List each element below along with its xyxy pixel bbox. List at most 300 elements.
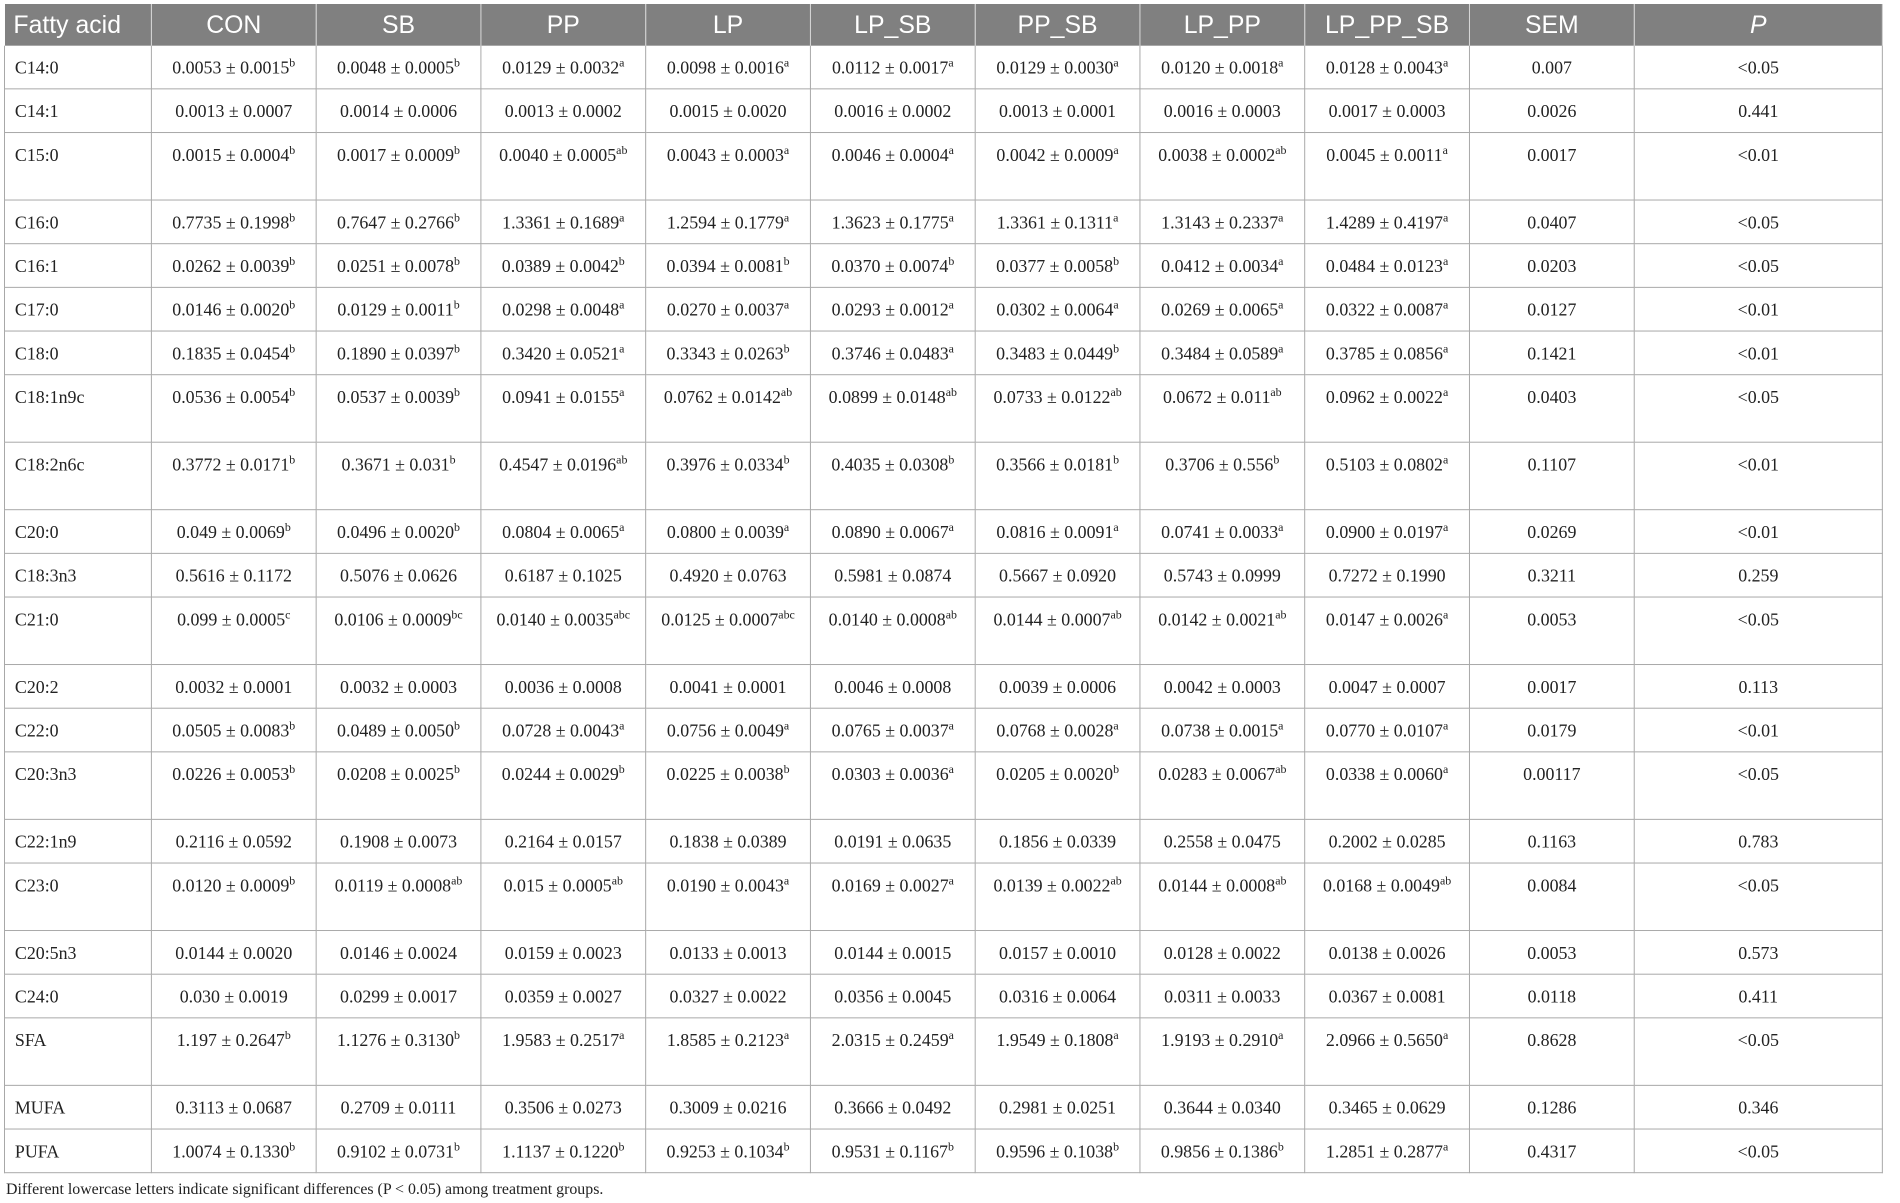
significance-letter: b [454, 341, 461, 356]
cell-value: 0.0045 ± 0.0011 [1326, 144, 1443, 165]
cell-value: 0.0039 ± 0.0006 [999, 676, 1117, 697]
significance-letter: b [1113, 1139, 1120, 1154]
table-cell [1305, 863, 1470, 930]
cell-value: 0.0316 ± 0.0064 [999, 986, 1117, 1007]
cell-value: 0.3666 ± 0.0492 [834, 1097, 952, 1118]
significance-letter: b [289, 55, 296, 70]
table-cell [1305, 553, 1470, 597]
table-cell [1140, 331, 1305, 375]
cell-value: 0.9253 ± 0.1034 [666, 1141, 784, 1162]
row-label: C20:5n3 [4, 931, 151, 975]
cell-value: 0.0053 [1527, 609, 1577, 630]
cell-value: 0.0728 ± 0.0043 [502, 720, 620, 741]
cell-value: 1.1137 ± 0.1220 [502, 1141, 619, 1162]
cell-value: 0.0367 ± 0.0081 [1328, 986, 1446, 1007]
table-cell [316, 931, 481, 975]
cell-value: 2.0966 ± 0.5650 [1325, 1030, 1443, 1051]
cell-value: 0.0048 ± 0.0005 [337, 57, 455, 78]
cell-value: 1.3361 ± 0.1311 [996, 212, 1114, 233]
table-cell [975, 863, 1140, 930]
significance-letter: a [948, 142, 954, 157]
significance-letter: a [1442, 142, 1448, 157]
cell-value: 0.0293 ± 0.0012 [831, 299, 949, 320]
significance-letter: ab [1275, 607, 1287, 622]
cell-value: 0.0890 ± 0.0067 [831, 522, 949, 542]
cell-value: 0.0672 ± 0.011 [1162, 387, 1271, 407]
significance-letter: a [783, 873, 790, 888]
table-cell [1469, 331, 1634, 375]
table-cell [316, 1085, 481, 1129]
significance-letter: b [454, 520, 461, 535]
cell-value: 0.0191 ± 0.0635 [834, 831, 952, 852]
significance-letter: ab [945, 607, 957, 622]
table-cell [1305, 1018, 1470, 1085]
significance-letter: b [454, 385, 461, 400]
cell-value: 0.3506 ± 0.0273 [504, 1097, 622, 1118]
cell-value: 0.0389 ± 0.0042 [501, 256, 619, 276]
cell-value: 0.0303 ± 0.0036 [831, 764, 949, 785]
table-cell [1469, 287, 1634, 331]
cell-value: <0.05 [1737, 609, 1779, 630]
table-cell [481, 752, 646, 819]
table-cell [1305, 665, 1470, 709]
cell-value: 0.0359 ± 0.0027 [504, 986, 622, 1007]
table-cell [1140, 133, 1305, 200]
significance-letter: a [783, 1028, 790, 1043]
cell-value: 0.0179 [1527, 720, 1577, 741]
significance-letter: a [619, 520, 625, 535]
significance-letter: b [454, 142, 461, 157]
table-cell [810, 819, 975, 863]
table-cell [646, 1085, 811, 1129]
cell-value: 0.3465 ± 0.0629 [1328, 1097, 1446, 1118]
significance-letter: a [1442, 762, 1449, 777]
cell-value: 0.5743 ± 0.0999 [1163, 565, 1281, 586]
cell-value: 0.0129 ± 0.0011 [337, 299, 454, 320]
table-cell [151, 665, 316, 709]
significance-letter: b [453, 297, 460, 312]
table-cell [975, 287, 1140, 331]
cell-value: 0.0407 [1527, 212, 1577, 233]
cell-value: 0.1856 ± 0.0339 [999, 831, 1117, 852]
table-cell [1634, 931, 1882, 975]
significance-letter: b [454, 55, 461, 70]
row-label: C18:3n3 [4, 553, 151, 597]
table-cell [316, 375, 481, 442]
table-cell [481, 1129, 646, 1173]
significance-letter: b [449, 452, 456, 467]
cell-value: 1.9549 ± 0.1808 [996, 1030, 1114, 1051]
table-cell [151, 244, 316, 288]
table-cell [1469, 752, 1634, 819]
cell-value: <0.01 [1737, 454, 1779, 475]
cell-value: 0.0270 ± 0.0037 [666, 299, 784, 320]
table-cell [151, 708, 316, 752]
significance-letter: a [1442, 55, 1449, 70]
cell-value: 0.0225 ± 0.0038 [666, 764, 784, 785]
row-label: C15:0 [4, 133, 151, 200]
table-cell [975, 708, 1140, 752]
table-cell [646, 200, 811, 244]
table-cell [1469, 708, 1634, 752]
cell-value: 0.0140 ± 0.0035 [496, 609, 614, 630]
table-cell [646, 931, 811, 975]
significance-letter: ab [1275, 873, 1287, 888]
table-cell [1305, 974, 1470, 1018]
cell-value: 0.0298 ± 0.0048 [502, 299, 620, 320]
cell-value: 0.0013 ± 0.0001 [999, 101, 1117, 122]
table-cell [1469, 46, 1634, 89]
cell-value: 0.0168 ± 0.0049 [1322, 875, 1440, 896]
table-cell [810, 287, 975, 331]
table-row [4, 752, 1882, 819]
cell-value: 0.0047 ± 0.0007 [1328, 676, 1446, 697]
significance-letter: a [1278, 210, 1284, 225]
table-cell [316, 1129, 481, 1173]
table-row [4, 1085, 1882, 1129]
significance-letter: a [948, 341, 954, 356]
cell-value: 0.0299 ± 0.0017 [340, 986, 458, 1007]
table-cell [1634, 133, 1882, 200]
cell-value: <0.05 [1737, 764, 1779, 785]
cell-value: 0.0269 [1527, 522, 1577, 542]
table-cell [316, 974, 481, 1018]
significance-letter: ab [1275, 142, 1287, 157]
table-cell [1634, 510, 1882, 554]
table-cell [975, 553, 1140, 597]
table-cell [975, 331, 1140, 375]
significance-letter: ab [1110, 385, 1122, 400]
table-cell [1305, 708, 1470, 752]
significance-letter: a [1442, 210, 1449, 225]
table-cell [1140, 442, 1305, 509]
row-label: MUFA [4, 1085, 151, 1129]
table-cell [316, 244, 481, 288]
significance-letter: a [619, 341, 625, 356]
table-cell [316, 200, 481, 244]
significance-letter: a [1442, 718, 1449, 733]
significance-letter: a [948, 762, 954, 777]
table-cell [1140, 46, 1305, 89]
table-cell [1305, 331, 1470, 375]
table-row [4, 46, 1882, 89]
table-row [4, 375, 1882, 442]
cell-value: 0.1838 ± 0.0389 [669, 831, 787, 852]
cell-value: 1.2594 ± 0.1779 [666, 212, 784, 233]
cell-value: 0.0157 ± 0.0010 [999, 942, 1117, 963]
cell-value: 0.4317 [1527, 1141, 1577, 1162]
header-lp-pp-sb: LP_PP_SB [1305, 4, 1470, 46]
significance-letter: a [1278, 55, 1284, 70]
significance-letter: b [289, 297, 296, 312]
table-cell [975, 89, 1140, 133]
table-cell [316, 819, 481, 863]
table-cell [316, 46, 481, 89]
header-lp-pp: LP_PP [1140, 4, 1305, 46]
table-cell [1305, 597, 1470, 664]
table-cell [1469, 931, 1634, 975]
table-cell [316, 665, 481, 709]
table-cell [810, 597, 975, 664]
cell-value: 0.0962 ± 0.0022 [1325, 387, 1443, 407]
cell-value: 0.0098 ± 0.0016 [666, 57, 784, 78]
significance-letter: a [1278, 520, 1284, 535]
significance-letter: b [783, 341, 790, 356]
cell-value: 0.0505 ± 0.0083 [172, 720, 290, 741]
significance-letter: ab [945, 385, 957, 400]
table-cell [810, 133, 975, 200]
significance-letter: a [1442, 607, 1449, 622]
cell-value: 0.0741 ± 0.0033 [1161, 522, 1279, 542]
cell-value: 0.0496 ± 0.0020 [337, 522, 455, 542]
table-cell [1305, 89, 1470, 133]
row-label: C20:3n3 [4, 752, 151, 819]
significance-letter: b [948, 254, 955, 269]
header-pp-sb: PP_SB [975, 4, 1140, 46]
table-cell [1634, 287, 1882, 331]
table-cell [646, 46, 811, 89]
cell-value: 0.0127 [1527, 299, 1577, 320]
header-con: CON [151, 4, 316, 46]
table-cell [646, 974, 811, 1018]
table-cell [1305, 752, 1470, 819]
cell-value: <0.01 [1737, 343, 1779, 364]
significance-letter: a [619, 385, 625, 400]
table-row [4, 665, 1882, 709]
cell-value: 0.3746 ± 0.0483 [831, 343, 949, 364]
table-cell [1305, 200, 1470, 244]
cell-value: 0.5616 ± 0.1172 [175, 565, 292, 586]
row-label: C18:2n6c [4, 442, 151, 509]
significance-letter: a [783, 718, 790, 733]
cell-value: <0.05 [1737, 57, 1779, 78]
table-cell [481, 665, 646, 709]
table-cell [1634, 442, 1882, 509]
cell-value: 0.0941 ± 0.0155 [502, 387, 620, 407]
cell-value: 0.0043 ± 0.0003 [666, 144, 784, 165]
table-cell [646, 133, 811, 200]
table-cell [646, 863, 811, 930]
table-cell [975, 931, 1140, 975]
row-label: C21:0 [4, 597, 151, 664]
cell-value: 0.3420 ± 0.0521 [502, 343, 620, 364]
significance-letter: b [947, 1139, 954, 1154]
significance-letter: b [284, 1028, 291, 1043]
cell-value: 1.0074 ± 0.1330 [172, 1141, 290, 1162]
cell-value: 0.0120 ± 0.0018 [1161, 57, 1279, 78]
cell-value: 0.0203 [1527, 256, 1577, 276]
cell-value: 0.0262 ± 0.0039 [172, 256, 290, 276]
table-cell [316, 510, 481, 554]
significance-letter: a [783, 55, 790, 70]
cell-value: 0.0129 ± 0.0032 [502, 57, 620, 78]
cell-value: 2.0315 ± 0.2459 [831, 1030, 949, 1051]
table-cell [481, 133, 646, 200]
cell-value: 0.573 [1738, 942, 1779, 963]
table-cell [975, 244, 1140, 288]
cell-value: 0.4547 ± 0.0196 [499, 454, 617, 475]
table-cell [1140, 375, 1305, 442]
table-cell [810, 974, 975, 1018]
significance-letter: a [1113, 1028, 1119, 1043]
table-cell [1140, 1129, 1305, 1173]
table-cell [1140, 665, 1305, 709]
cell-value: 0.0370 ± 0.0074 [831, 256, 949, 276]
table-cell [1305, 133, 1470, 200]
cell-value: 0.1890 ± 0.0397 [337, 343, 455, 364]
significance-letter: a [1442, 1139, 1449, 1154]
table-row [4, 89, 1882, 133]
cell-value: 0.2002 ± 0.0285 [1328, 831, 1446, 852]
table-cell [810, 244, 975, 288]
cell-value: 0.4920 ± 0.0763 [669, 565, 787, 586]
cell-value: 0.0804 ± 0.0065 [502, 522, 620, 542]
cell-value: 0.0756 ± 0.0049 [666, 720, 784, 741]
cell-value: 0.1835 ± 0.0454 [172, 343, 290, 364]
cell-value: 0.0119 ± 0.0008 [334, 875, 452, 896]
header-lp: LP [646, 4, 811, 46]
table-cell [316, 331, 481, 375]
table-cell [1469, 553, 1634, 597]
table-cell [810, 89, 975, 133]
table-cell [975, 46, 1140, 89]
significance-letter: ab [616, 142, 628, 157]
significance-letter: a [948, 520, 954, 535]
cell-value: 0.3785 ± 0.0856 [1325, 343, 1443, 364]
table-cell [1140, 819, 1305, 863]
cell-value: 0.9596 ± 0.1038 [996, 1141, 1114, 1162]
table-cell [151, 1085, 316, 1129]
cell-value: 1.1276 ± 0.3130 [337, 1030, 455, 1051]
table-cell [1634, 1085, 1882, 1129]
table-body [4, 46, 1882, 1173]
table-cell [1305, 442, 1470, 509]
significance-letter: a [1442, 297, 1449, 312]
header-pp: PP [481, 4, 646, 46]
table-cell [975, 974, 1140, 1018]
cell-value: 0.0377 ± 0.0058 [996, 256, 1114, 276]
cell-value: 0.7647 ± 0.2766 [337, 212, 455, 233]
cell-value: 0.3671 ± 0.031 [341, 454, 450, 475]
significance-letter: b [284, 520, 291, 535]
significance-letter: a [1442, 254, 1449, 269]
cell-value: 0.0013 ± 0.0007 [175, 101, 293, 122]
significance-letter: ab [1110, 873, 1122, 888]
table-cell [151, 331, 316, 375]
table-cell [316, 133, 481, 200]
cell-value: 0.0015 ± 0.0020 [669, 101, 787, 122]
cell-value: 0.0762 ± 0.0142 [663, 387, 781, 407]
table-cell [151, 752, 316, 819]
cell-value: 0.0146 ± 0.0024 [340, 942, 458, 963]
table-cell [316, 89, 481, 133]
table-cell [1469, 244, 1634, 288]
table-cell [646, 510, 811, 554]
cell-value: 0.5981 ± 0.0874 [834, 565, 952, 586]
table-cell [1305, 1129, 1470, 1173]
significance-letter: bc [451, 607, 463, 622]
table-cell [1634, 375, 1882, 442]
table-cell [151, 200, 316, 244]
table-cell [975, 597, 1140, 664]
cell-value: 0.5076 ± 0.0626 [340, 565, 458, 586]
significance-letter: b [1113, 762, 1120, 777]
table-cell [1469, 510, 1634, 554]
significance-letter: b [1277, 1139, 1284, 1154]
header-lp-sb: LP_SB [810, 4, 975, 46]
significance-letter: ab [780, 385, 793, 400]
table-cell [1634, 89, 1882, 133]
table-cell [151, 553, 316, 597]
table-cell [481, 331, 646, 375]
cell-value: <0.05 [1737, 875, 1779, 896]
cell-value: <0.05 [1737, 256, 1779, 276]
cell-value: 0.0032 ± 0.0003 [340, 676, 458, 697]
table-cell [810, 46, 975, 89]
cell-value: 1.4289 ± 0.4197 [1325, 212, 1443, 233]
cell-value: 0.0322 ± 0.0087 [1325, 299, 1443, 320]
table-cell [1469, 442, 1634, 509]
cell-value: 0.0900 ± 0.0197 [1325, 522, 1443, 542]
table-cell [316, 752, 481, 819]
table-cell [810, 1129, 975, 1173]
header-sb: SB [316, 4, 481, 46]
cell-value: 0.0016 ± 0.0003 [1163, 101, 1281, 122]
table-cell [646, 752, 811, 819]
cell-value: 0.0144 ± 0.0015 [834, 942, 952, 963]
table-row [4, 931, 1882, 975]
table-cell [1634, 752, 1882, 819]
significance-letter: a [1113, 55, 1119, 70]
cell-value: 0.0112 ± 0.0017 [831, 57, 949, 78]
table-cell [1469, 597, 1634, 664]
cell-value: 0.2558 ± 0.0475 [1163, 831, 1281, 852]
cell-value: 0.0394 ± 0.0081 [666, 256, 784, 276]
table-cell [151, 974, 316, 1018]
significance-letter: a [1113, 297, 1119, 312]
significance-letter: a [1278, 341, 1284, 356]
cell-value: 0.259 [1738, 565, 1779, 586]
cell-value: 0.0147 ± 0.0026 [1325, 609, 1443, 630]
table-cell [975, 375, 1140, 442]
table-cell [1140, 931, 1305, 975]
table-cell [810, 375, 975, 442]
table-cell [1634, 819, 1882, 863]
cell-value: 0.0190 ± 0.0043 [666, 875, 784, 896]
table-cell [481, 375, 646, 442]
significance-letter: b [289, 254, 296, 269]
cell-value: 0.0537 ± 0.0039 [337, 387, 455, 407]
significance-letter: abc [778, 607, 795, 622]
cell-value: 1.8585 ± 0.2123 [666, 1030, 784, 1051]
significance-letter: ab [616, 452, 628, 467]
row-label: C22:1n9 [4, 819, 151, 863]
cell-value: 0.0053 ± 0.0015 [172, 57, 290, 78]
table-cell [810, 510, 975, 554]
header-fatty-acid: Fatty acid [4, 4, 151, 46]
row-label: C18:1n9c [4, 375, 151, 442]
cell-value: 0.0338 ± 0.0060 [1325, 764, 1443, 785]
significance-letter: a [948, 210, 954, 225]
cell-value: 0.1286 [1527, 1097, 1577, 1118]
cell-value: 0.0816 ± 0.0091 [996, 522, 1114, 542]
table-cell [1634, 708, 1882, 752]
significance-letter: a [948, 718, 954, 733]
cell-value: <0.05 [1737, 387, 1779, 407]
table-row [4, 863, 1882, 930]
cell-value: 0.7735 ± 0.1998 [172, 212, 290, 233]
significance-letter: a [1278, 297, 1284, 312]
